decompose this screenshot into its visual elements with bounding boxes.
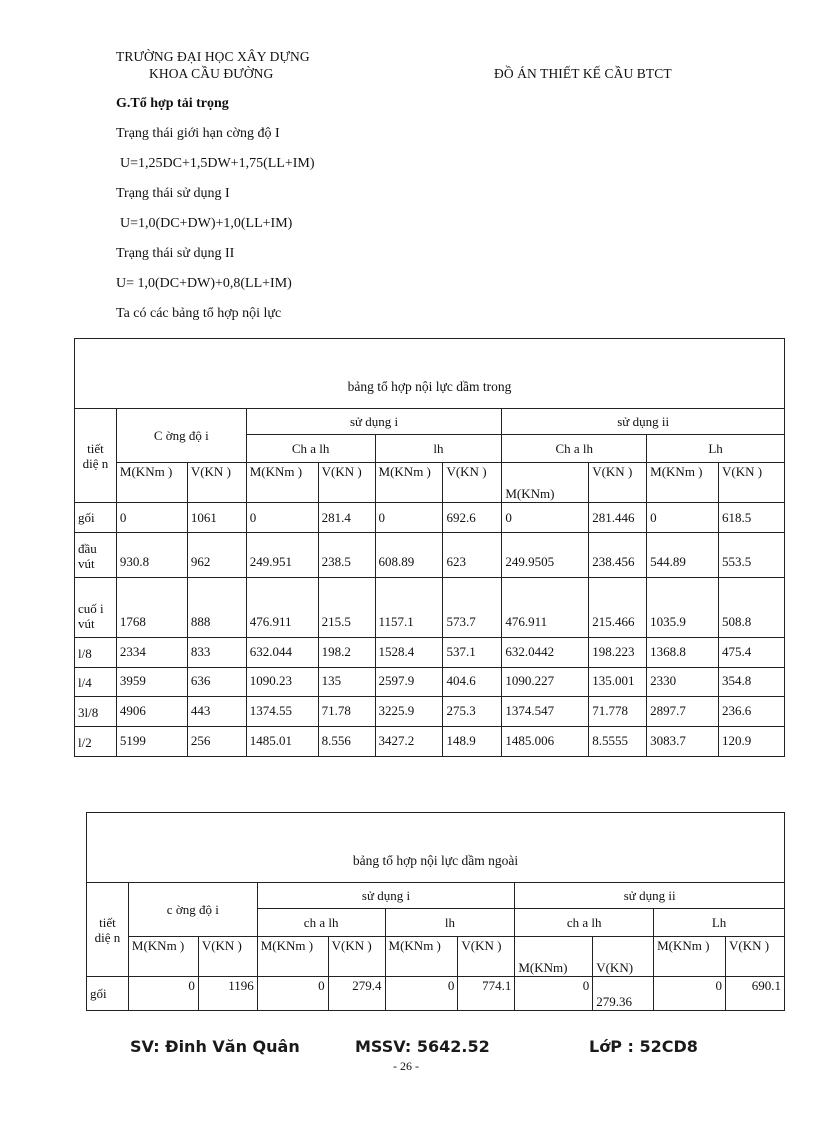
table-cell: 623 <box>443 533 502 578</box>
table-cell: 636 <box>187 668 246 697</box>
row-section-label: l/8 <box>75 638 117 668</box>
unit-cell: V(KN) <box>593 937 654 977</box>
unit-cell: M(KNm) <box>515 937 593 977</box>
table-cell: 573.7 <box>443 578 502 638</box>
table-cell: 508.8 <box>719 578 785 638</box>
table-cell: 0 <box>385 977 458 1011</box>
faculty-name: KHOA CẦU ĐƯỜNG <box>149 66 274 81</box>
table-cell: 0 <box>116 503 187 533</box>
table-cell: 238.5 <box>318 533 375 578</box>
table-row <box>75 727 785 757</box>
header-sub: ch a lh <box>515 909 654 937</box>
table-cell: 632.044 <box>246 638 318 668</box>
table-row <box>75 503 785 533</box>
table-cell: 3225.9 <box>375 697 443 727</box>
table-cell: 475.4 <box>719 638 785 668</box>
unit-cell: V(KN ) <box>318 463 375 503</box>
unit-cell: M(KNm ) <box>116 463 187 503</box>
table-cell: 198.223 <box>589 638 647 668</box>
table-cell: 608.89 <box>375 533 443 578</box>
unit-cell: V(KN ) <box>443 463 502 503</box>
header-section: tiết diệ n <box>75 409 117 503</box>
table-cell: 249.9505 <box>502 533 589 578</box>
table-cell: 774.1 <box>458 977 515 1011</box>
header-section: tiết diệ n <box>87 883 129 977</box>
table-cell: 1368.8 <box>647 638 719 668</box>
unit-cell: V(KN ) <box>198 937 257 977</box>
table-cell: 1035.9 <box>647 578 719 638</box>
section-title: G.Tổ hợp tải trọng <box>116 96 229 111</box>
table-cell: 236.6 <box>719 697 785 727</box>
table-cell: 537.1 <box>443 638 502 668</box>
table-row <box>75 533 785 578</box>
text-line: Trạng thái giới hạn cờng độ I <box>116 126 280 141</box>
table-cell: 2897.7 <box>647 697 719 727</box>
table-cell: 1768 <box>116 578 187 638</box>
header-service-1: sử dụng i <box>257 883 515 909</box>
header-sub: Ch a lh <box>502 435 647 463</box>
header-service-1: sử dụng i <box>246 409 502 435</box>
table-cell: 1196 <box>198 977 257 1011</box>
table-cell: 0 <box>257 977 328 1011</box>
table-cell: 120.9 <box>719 727 785 757</box>
table-cell: 3083.7 <box>647 727 719 757</box>
table-cell: 544.89 <box>647 533 719 578</box>
formula-line: U=1,0(DC+DW)+1,0(LL+IM) <box>120 216 293 231</box>
table-cell: 354.8 <box>719 668 785 697</box>
table-cell: 1374.547 <box>502 697 589 727</box>
unit-cell: M(KNm ) <box>375 463 443 503</box>
table-cell: 1157.1 <box>375 578 443 638</box>
unit-cell: M(KNm) <box>502 463 589 503</box>
table-cell: 2334 <box>116 638 187 668</box>
unit-cell: M(KNm ) <box>654 937 726 977</box>
table-cell: 888 <box>187 578 246 638</box>
units-row <box>87 937 785 977</box>
table-cell: 135.001 <box>589 668 647 697</box>
table-cell: 0 <box>502 503 589 533</box>
unit-cell: M(KNm ) <box>257 937 328 977</box>
table-cell: 279.36 <box>593 977 654 1011</box>
table-cell: 1485.01 <box>246 727 318 757</box>
table-outer-girder <box>86 812 785 1011</box>
unit-cell: V(KN ) <box>328 937 385 977</box>
table-cell: 2330 <box>647 668 719 697</box>
table-cell: 476.911 <box>246 578 318 638</box>
unit-cell: V(KN ) <box>719 463 785 503</box>
table-title: bảng tổ hợp nội lực dầm ngoài <box>87 813 785 883</box>
header-service-2: sử dụng ii <box>502 409 785 435</box>
table-cell: 0 <box>128 977 198 1011</box>
table-cell: 0 <box>654 977 726 1011</box>
row-section-label: l/4 <box>75 668 117 697</box>
student-name: SV: Đinh Văn Quân <box>130 1037 300 1056</box>
table-cell: 1528.4 <box>375 638 443 668</box>
unit-cell: V(KN ) <box>187 463 246 503</box>
table-row <box>75 668 785 697</box>
table-row <box>87 977 785 1011</box>
table-cell: 618.5 <box>719 503 785 533</box>
table-cell: 1485.006 <box>502 727 589 757</box>
header-sub: lh <box>385 909 515 937</box>
header-sub: Ch a lh <box>246 435 375 463</box>
header-sub: Lh <box>647 435 785 463</box>
unit-cell: M(KNm ) <box>647 463 719 503</box>
table-cell: 3959 <box>116 668 187 697</box>
formula-line: U=1,25DC+1,5DW+1,75(LL+IM) <box>120 156 315 171</box>
formula-line: U= 1,0(DC+DW)+0,8(LL+IM) <box>116 276 292 291</box>
table-row <box>75 638 785 668</box>
unit-cell: V(KN ) <box>458 937 515 977</box>
table-cell: 0 <box>246 503 318 533</box>
table-cell: 198.2 <box>318 638 375 668</box>
table-cell: 833 <box>187 638 246 668</box>
table-cell: 0 <box>647 503 719 533</box>
project-title: ĐỒ ÁN THIẾT KẾ CẦU BTCT <box>494 66 672 81</box>
unit-cell: M(KNm ) <box>128 937 198 977</box>
table-cell: 404.6 <box>443 668 502 697</box>
table-cell: 2597.9 <box>375 668 443 697</box>
row-section-label: cuố i vút <box>75 578 117 638</box>
table-cell: 0 <box>515 977 593 1011</box>
table-row <box>75 697 785 727</box>
table-cell: 256 <box>187 727 246 757</box>
table-row <box>75 578 785 638</box>
row-section-label: l/2 <box>75 727 117 757</box>
table-cell: 1374.55 <box>246 697 318 727</box>
table-cell: 135 <box>318 668 375 697</box>
header-service-2: sử dụng ii <box>515 883 785 909</box>
table-cell: 238.456 <box>589 533 647 578</box>
table-cell: 553.5 <box>719 533 785 578</box>
student-id: MSSV: 5642.52 <box>355 1037 490 1056</box>
table-cell: 8.5555 <box>589 727 647 757</box>
header-sub: ch a lh <box>257 909 385 937</box>
text-line: Trạng thái sử dụng II <box>116 246 235 261</box>
table-cell: 5199 <box>116 727 187 757</box>
unit-cell: M(KNm ) <box>385 937 458 977</box>
table-cell: 215.5 <box>318 578 375 638</box>
table-cell: 962 <box>187 533 246 578</box>
units-row <box>75 463 785 503</box>
table-cell: 275.3 <box>443 697 502 727</box>
table-cell: 476.911 <box>502 578 589 638</box>
unit-cell: V(KN ) <box>726 937 785 977</box>
header-sub: lh <box>375 435 502 463</box>
table-cell: 8.556 <box>318 727 375 757</box>
unit-cell: V(KN ) <box>589 463 647 503</box>
table-cell: 281.446 <box>589 503 647 533</box>
table-cell: 930.8 <box>116 533 187 578</box>
table-cell: 279.4 <box>328 977 385 1011</box>
table-cell: 4906 <box>116 697 187 727</box>
table-cell: 690.1 <box>726 977 785 1011</box>
header-sub: Lh <box>654 909 785 937</box>
table-cell: 71.778 <box>589 697 647 727</box>
table-cell: 71.78 <box>318 697 375 727</box>
table-cell: 0 <box>375 503 443 533</box>
table-cell: 1090.23 <box>246 668 318 697</box>
page-number: - 26 - <box>393 1059 419 1073</box>
table-title: bảng tổ hợp nội lực dầm trong <box>75 339 785 409</box>
table-inner-girder <box>74 338 785 757</box>
text-line: Trạng thái sử dụng I <box>116 186 230 201</box>
table-cell: 1061 <box>187 503 246 533</box>
header-strength: C ờng độ i <box>116 409 246 463</box>
row-section-label: 3l/8 <box>75 697 117 727</box>
table-cell: 692.6 <box>443 503 502 533</box>
row-section-label: đầu vút <box>75 533 117 578</box>
table-cell: 281.4 <box>318 503 375 533</box>
table-cell: 249.951 <box>246 533 318 578</box>
table-cell: 443 <box>187 697 246 727</box>
table-cell: 3427.2 <box>375 727 443 757</box>
header-strength: c ờng độ i <box>128 883 257 937</box>
table-cell: 1090.227 <box>502 668 589 697</box>
unit-cell: M(KNm ) <box>246 463 318 503</box>
table-cell: 632.0442 <box>502 638 589 668</box>
university-name: TRƯỜNG ĐẠI HỌC XÂY DỰNG <box>116 49 310 64</box>
row-section-label: gối <box>75 503 117 533</box>
text-line: Ta có các bảng tổ hợp nội lực <box>116 306 282 321</box>
table-cell: 148.9 <box>443 727 502 757</box>
class-name: LớP : 52CD8 <box>589 1037 698 1056</box>
table-cell: 215.466 <box>589 578 647 638</box>
row-section-label: gối <box>87 977 129 1011</box>
